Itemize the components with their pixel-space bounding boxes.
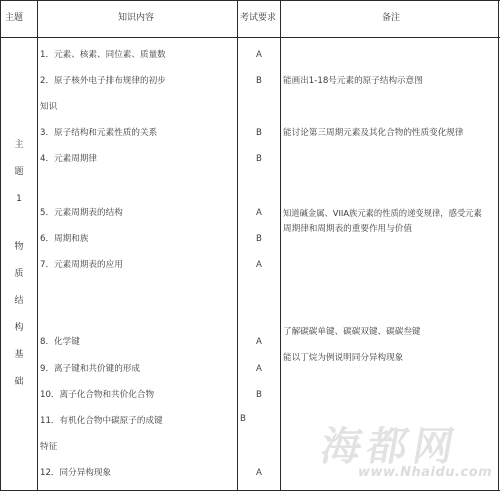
haidu-watermark [317, 415, 497, 487]
knowledge-item: 3．原子结构和元素性质的关系 [40, 128, 158, 138]
requirement-level: B [256, 154, 262, 164]
knowledge-item: 10．离子化合物和共价化合物 [40, 390, 155, 400]
knowledge-item: 7．元素周期表的应用 [40, 260, 123, 270]
table-border-right [498, 0, 499, 491]
watermark-logo-text: 海都网 [317, 423, 464, 470]
knowledge-item: 5．元素周期表的结构 [40, 208, 123, 218]
topic-char: 物 [14, 242, 24, 252]
knowledge-item: 8．化学键 [40, 337, 80, 347]
requirement-level: A [256, 468, 262, 478]
topic-char: 题 [14, 167, 24, 177]
knowledge-item: 9．离子键和共价键的形成 [40, 364, 140, 374]
header-requirement: 考试要求 [240, 13, 277, 23]
remark-note: 能以丁烷为例说明同分异构现象 [283, 353, 404, 363]
requirement-level: A [256, 337, 262, 347]
requirement-level: B [256, 128, 262, 138]
knowledge-item: 2．原子核外电子排布规律的初步 [40, 76, 166, 86]
knowledge-item: 6．周期和族 [40, 234, 89, 244]
requirement-level: A [256, 260, 262, 270]
requirement-level: A [256, 50, 262, 60]
remark-note: 能画出1-18号元素的原子结构示意图 [283, 76, 423, 86]
remark-note: 周期律和周期表的重要作用与价值 [283, 224, 412, 234]
column-divider-3 [280, 0, 281, 491]
requirement-level: B [256, 234, 262, 244]
column-divider-2 [237, 0, 238, 491]
topic-char: 构 [14, 323, 24, 333]
topic-char: 础 [14, 377, 24, 387]
knowledge-item: 11．有机化合物中碳原子的成键 [40, 416, 163, 426]
watermark-url: www.Nhaidu.com [358, 465, 493, 480]
header-divider [0, 37, 500, 38]
requirement-level: B [240, 414, 246, 424]
requirement-level: B [256, 390, 262, 400]
knowledge-item: 4．元素周期律 [40, 154, 98, 164]
remark-note: 了解碳碳单键、碳碳双键、碳碳叁键 [283, 327, 421, 337]
topic-char: 质 [14, 269, 24, 279]
knowledge-item: 特征 [40, 442, 58, 452]
header-content: 知识内容 [118, 13, 155, 23]
topic-char: 主 [14, 140, 24, 150]
requirement-level: B [256, 76, 262, 86]
header-topic: 主题 [5, 13, 24, 23]
topic-char: 结 [14, 296, 24, 306]
requirement-level: A [256, 364, 262, 374]
table-border-bottom [0, 490, 500, 491]
remark-note: 能讨论第三周期元素及其化合物的性质变化规律 [283, 128, 464, 138]
header-remarks: 备注 [382, 13, 401, 23]
knowledge-item: 1．元素、核素、同位素、质量数 [40, 50, 166, 60]
knowledge-item: 知识 [40, 102, 58, 112]
topic-char: 1 [16, 194, 22, 204]
table-border-top [0, 0, 500, 1]
knowledge-item: 12．同分异构现象 [40, 468, 112, 478]
requirement-level: A [256, 208, 262, 218]
topic-char: 基 [14, 350, 24, 360]
remark-note: 知道碱金属、VIIA族元素的性质的递变规律，感受元素 [283, 208, 482, 218]
